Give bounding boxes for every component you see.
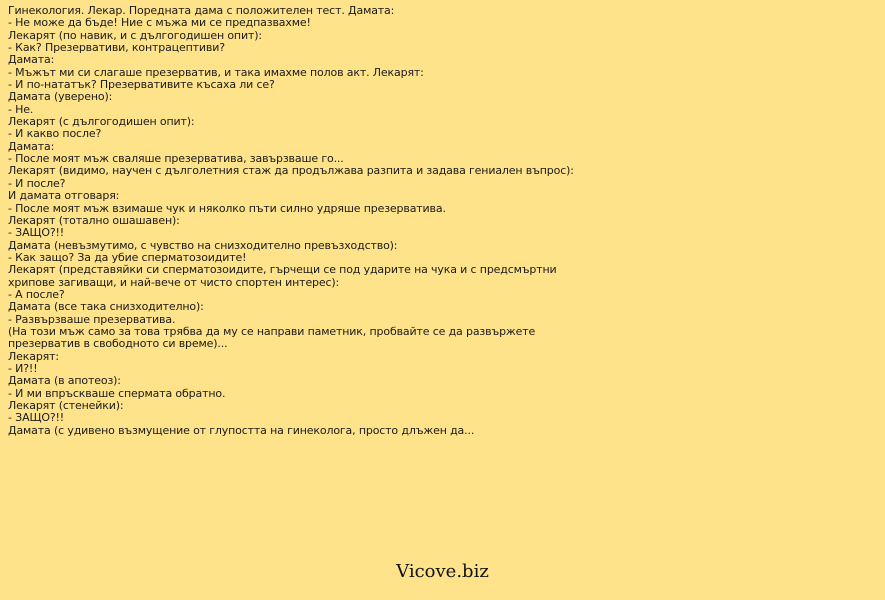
joke-line: Лекарят (по навик, и с дългогодишен опит): [8,28,262,42]
joke-line: - Не може да бъде! Ние с мъжа ми се предпазвахме! [8,16,311,30]
joke-line: Дамата (с удивено възмущение от глупостта на гинеколога, просто длъжен да... [8,423,475,437]
joke-line: - После моят мъж сваляше презерватива, завързваше го... [8,152,344,166]
joke-line: Лекарят (видимо, научен с дълголетния стаж да продължава разпита и задава гениален въпрос): [8,164,574,178]
joke-line: - Как защо? За да убие сперматозоидите! [8,250,247,264]
joke-line: - А после? [8,287,65,301]
joke-line: - ЗАЩО?!! [8,411,65,425]
joke-line: Гинекология. Лекар. Поредната дама с положителен тест. Дамата: [8,4,395,17]
joke-line: - И ми впръскваше спермата обратно. [8,386,226,400]
joke-line: Лекарят (стенейки): [8,399,124,412]
joke-line: И дамата отговаря: [8,189,120,203]
joke-line: хрипове загиващи, и най-вече от чисто спортен интерес): [8,275,340,289]
joke-line: - Не. [8,102,34,116]
joke-line: (На този мъж само за това трябва да му се направи паметник, пробвайте се да развържете [8,324,536,338]
joke-line: Дамата (уверено): [8,90,113,104]
joke-line: Лекарят: [8,349,59,363]
joke-line: - Мъжът ми си слагаше презерватив, и така имахме полов акт. Лекарят: [8,65,424,79]
joke-line: Дамата: [8,53,55,67]
joke-text [8,5,878,437]
joke-line: Дамата (невъзмутимо, с чувство на снизходително превъзходство): [8,238,398,252]
joke-line: презерватив в свободното си време)... [8,337,228,351]
joke-line: Дамата: [8,139,55,153]
joke-line: - ЗАЩО?!! [8,226,65,240]
joke-line: - И?!! [8,361,38,375]
joke-line: - Развързваше презерватива. [8,312,176,326]
joke-line: Лекарят (тотално ошашавен): [8,213,180,227]
joke-line: Лекарят (с дългогодишен опит): [8,115,195,129]
joke-line: - И какво после? [8,127,102,141]
joke-line: - И после? [8,176,66,190]
site-footer: Vicove.biz [396,561,489,582]
joke-line: - И по-нататък? Презервативите късаха ли се? [8,78,275,92]
joke-line: Дамата (в апотеоз): [8,374,121,388]
joke-line: Лекарят (представяйки си сперматозоидите, гърчещи се под ударите на чука и с предсмъртни [8,263,557,277]
joke-line: Дамата (все така снизходително): [8,300,204,314]
joke-line: - После моят мъж взимаше чук и няколко пъти силно удряше презерватива. [8,201,446,215]
joke-line: - Как? Презервативи, контрацептиви? [8,41,225,55]
